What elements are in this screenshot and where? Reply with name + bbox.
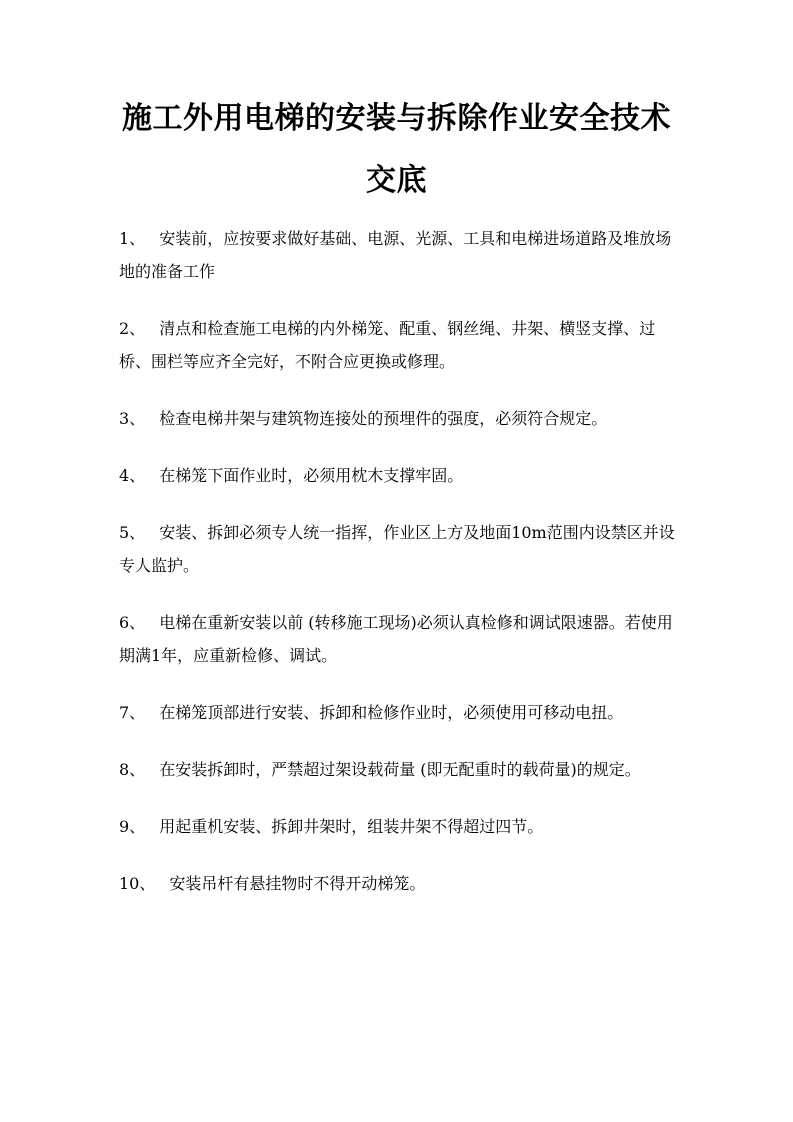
item-text: 在梯笼下面作业时，必须用枕木支撑牢固。 — [159, 466, 464, 485]
item-number: 9、 — [119, 817, 146, 836]
item-text: 安装、拆卸必须专人统一指挥，作业区上方及地面10m范围内设禁区并设专人监护。 — [119, 523, 675, 575]
item-text: 用起重机安装、拆卸井架时，组装井架不得超过四节。 — [159, 817, 544, 836]
item-number: 3、 — [119, 409, 146, 428]
list-item — [119, 810, 679, 843]
list-item — [119, 867, 679, 900]
item-text: 在安装拆卸时，严禁超过架设载荷量 (即无配重时的载荷量)的规定。 — [159, 760, 641, 779]
safety-items-list — [119, 222, 679, 924]
list-item — [119, 696, 679, 729]
list-item — [119, 312, 679, 378]
item-number: 5、 — [119, 523, 146, 542]
item-number: 6、 — [119, 613, 146, 632]
list-item — [119, 402, 679, 435]
title-line-2: 交底 — [366, 163, 427, 198]
item-number: 4、 — [119, 466, 146, 485]
list-item — [119, 516, 679, 582]
item-text: 安装前，应按要求做好基础、电源、光源、工具和电梯进场道路及堆放场地的准备工作 — [119, 229, 672, 281]
list-item — [119, 606, 679, 672]
list-item — [119, 222, 679, 288]
item-number: 7、 — [119, 703, 146, 722]
title-line-1: 施工外用电梯的安装与拆除作业安全技术 — [122, 101, 671, 136]
list-item — [119, 459, 679, 492]
item-text: 清点和检查施工电梯的内外梯笼、配重、钢丝绳、井架、横竖支撑、过桥、围栏等应齐全完好，不附合应更换或修理。 — [119, 319, 656, 371]
item-text: 在梯笼顶部进行安装、拆卸和检修作业时，必须使用可移动电扭。 — [159, 703, 624, 722]
item-number: 10、 — [119, 874, 156, 893]
item-number: 1、 — [119, 229, 146, 248]
item-text: 检查电梯井架与建筑物连接处的预埋件的强度，必须符合规定。 — [159, 409, 608, 428]
item-text: 安装吊杆有悬挂物时不得开动梯笼。 — [169, 874, 426, 893]
page-title — [100, 88, 693, 212]
item-number: 2、 — [119, 319, 146, 338]
list-item — [119, 753, 679, 786]
item-number: 8、 — [119, 760, 146, 779]
item-text: 电梯在重新安装以前 (转移施工现场)必须认真检修和调试限速器。若使用期满1年，应重新检修、调试。 — [119, 613, 673, 665]
